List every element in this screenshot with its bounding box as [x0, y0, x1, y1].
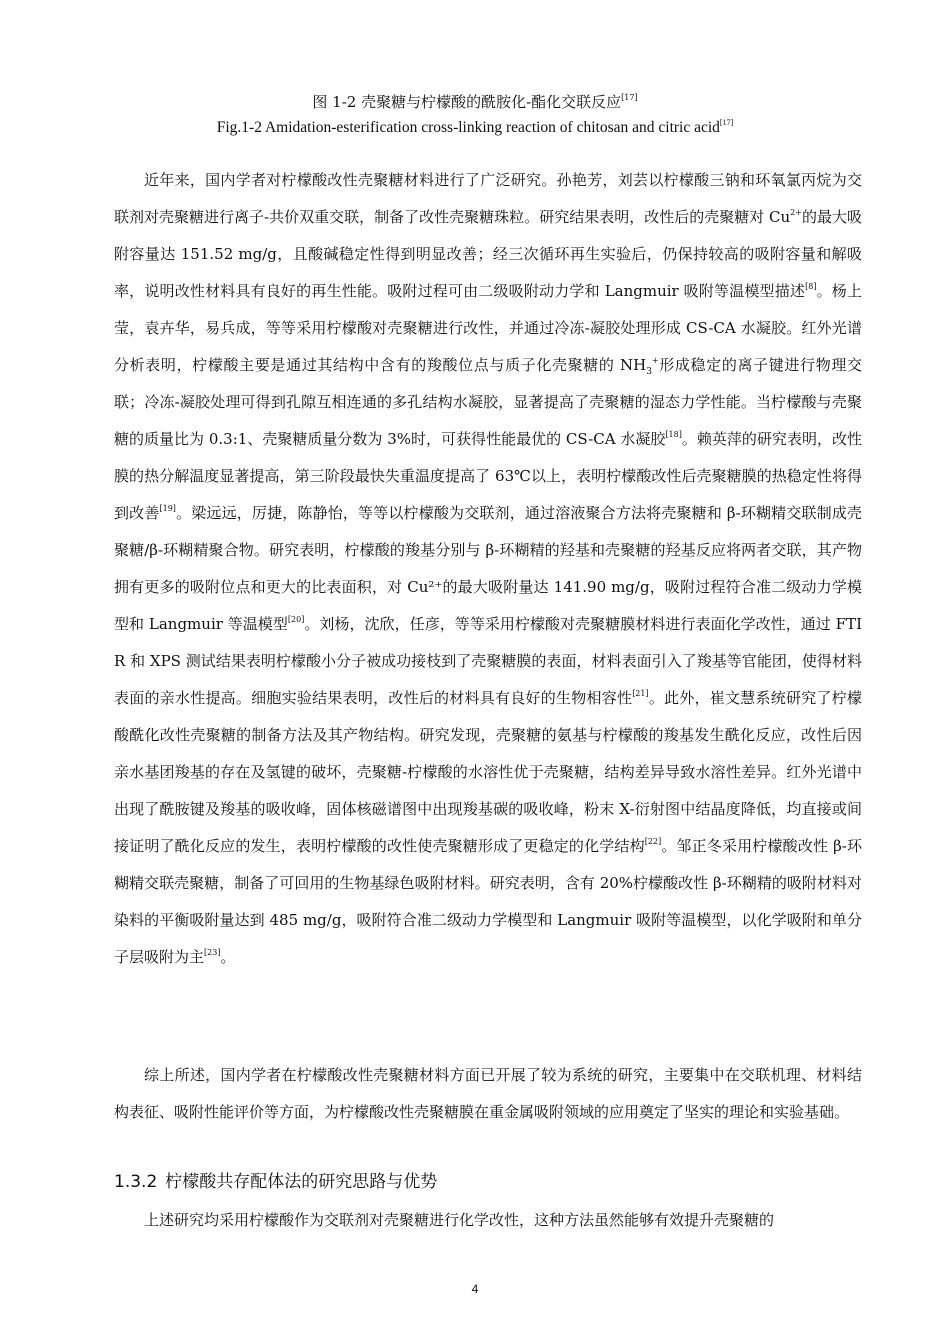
caption-cn-reference: [17] — [621, 93, 638, 102]
text-run: 近年来，国内学者对柠檬酸改性壳聚糖材料进行了广泛研究。孙艳芳，刘芸以柠檬酸三钠和环氧氯丙烷为交联剂对壳聚糖进行离子-共价双重交联，制备了改性壳聚糖珠粒。研究结果表明，改性后的壳聚糖对 Cu — [114, 171, 862, 226]
section-heading — [114, 1167, 437, 1197]
citation-ref: [23] — [204, 948, 221, 957]
paragraph-section-intro — [114, 1202, 862, 1239]
figure-caption-chinese — [0, 91, 950, 113]
text-run: 。刘杨，沈欣，任彦，等等采用柠檬酸对壳聚糖膜材料进行表面化学改性，通过 FTIR 和 XPS 测试结果表明柠檬酸小分子被成功接枝到了壳聚糖膜的表面，材料表面引入了羧基等官能团，使得材料表面的亲水性提高。细胞实验结果表明，改性后的材料具有良好的生物相容性 — [114, 615, 862, 707]
subscript: 3 — [646, 367, 652, 377]
citation-ref: [21] — [632, 689, 649, 698]
superscript: 2+ — [790, 208, 802, 217]
citation-ref: [22] — [644, 837, 662, 846]
paragraph-literature-review — [114, 162, 862, 976]
page-number: 4 — [471, 1282, 479, 1296]
caption-en-text: Fig.1-2 Amidation-esterification cross-linking reaction of chitosan and citric acid — [216, 119, 720, 136]
summary-text: 综上所述，国内学者在柠檬酸改性壳聚糖材料方面已开展了较为系统的研究，主要集中在交联机理、材料结构表征、吸附性能评价等方面，为柠檬酸改性壳聚糖膜在重金属吸附领域的应用奠定了坚实的理论和实验基础。 — [114, 1066, 862, 1121]
text-run: 。赖英萍的研究表明，改性膜的热分解温度显著提高，第三阶段最快失重温度提高了 63℃以上，表明柠檬酸改性后壳聚糖膜的热稳定性将得到改善 — [114, 430, 862, 522]
section-number: 1.3.2 — [114, 1172, 158, 1192]
caption-cn-text: 图 1-2 壳聚糖与柠檬酸的酰胺化-酯化交联反应 — [312, 93, 622, 111]
text-run: 形成稳定的离子键进行物理交联；冷冻-凝胶处理可得到孔隙互相连通的多孔结构水凝胶，显著提高了壳聚糖的湿态力学性能。当柠檬酸与壳聚糖的质量比为 0.3:1、壳聚糖质量分数为 3%时，可获得性能最优的 CS-CA 水凝胶 — [114, 356, 862, 448]
citation-ref: [8] — [805, 282, 817, 291]
citation-ref: [18] — [665, 430, 682, 439]
intro-text: 上述研究均采用柠檬酸作为交联剂对壳聚糖进行化学改性，这种方法虽然能够有效提升壳聚糖的 — [144, 1211, 775, 1229]
figure-caption-english — [0, 117, 950, 139]
text-run: 。杨上莹，袁卉华，易兵成，等等采用柠檬酸对壳聚糖进行改性，并通过冷冻-凝胶处理形成 CS-CA 水凝胶。红外光谱分析表明，柠檬酸主要是通过其结构中含有的羧酸位点与质子化壳聚糖的 NH — [114, 282, 862, 374]
caption-en-reference: [17] — [719, 118, 734, 127]
section-title: 柠檬酸共存配体法的研究思路与优势 — [165, 1172, 438, 1192]
citation-ref: [20] — [287, 615, 305, 624]
text-run: 的最大吸附容量达 151.52 mg/g，且酸碱稳定性得到明显改善；经三次循环再生实验后，仍保持较高的吸附容量和解吸率，说明改性材料具有良好的再生性能。吸附过程可由二级吸附动力学和 Langmuir 吸附等温模型描述 — [114, 208, 862, 300]
text-run: 。此外，崔文慧系统研究了柠檬酸酰化改性壳聚糖的制备方法及其产物结构。研究发现，壳聚糖的氨基与柠檬酸的羧基发生酰化反应，改性后因亲水基团羧基的存在及氢键的破坏，壳聚糖-柠檬酸的水溶性优于壳聚糖，结构差异导致水溶性差异。红外光谱中出现了酰胺键及羧基的吸收峰，固体核磁谱图中出现羧基碳的吸收峰，粉末 X-衍射图中结晶度降低，均直接或间接证明了酰化反应的发生，表明柠檬酸的改性使壳聚糖形成了更稳定的化学结构 — [114, 689, 862, 855]
text-run: 。 — [220, 948, 236, 966]
paragraph-summary — [114, 1057, 862, 1131]
superscript: + — [651, 356, 659, 365]
text-run: 。邹正冬采用柠檬酸改性 β-环糊精交联壳聚糖，制备了可回用的生物基绿色吸附材料。研究表明，含有 20%柠檬酸改性 β-环糊精的吸附材料对染料的平衡吸附量达到 485 mg/g，吸附符合准二级动力学模型和 Langmuir 吸附等温模型，以化学吸附和单分子层吸附为主 — [114, 837, 862, 966]
citation-ref: [19] — [159, 504, 176, 513]
text-run: 。梁远远，厉捷，陈静怡，等等以柠檬酸为交联剂，通过溶液聚合方法将壳聚糖和 β-环糊精交联制成壳聚糖/β-环糊精聚合物。研究表明，柠檬酸的羧基分别与 β-环糊精的羟基和壳聚糖的羟基反应将两者交联，其产物拥有更多的吸附位点和更大的比表面积，对 Cu²⁺的最大吸附量达 141.90 mg/g，吸附过程符合准二级动力学模型和 Langmuir 等温模型 — [114, 504, 862, 633]
